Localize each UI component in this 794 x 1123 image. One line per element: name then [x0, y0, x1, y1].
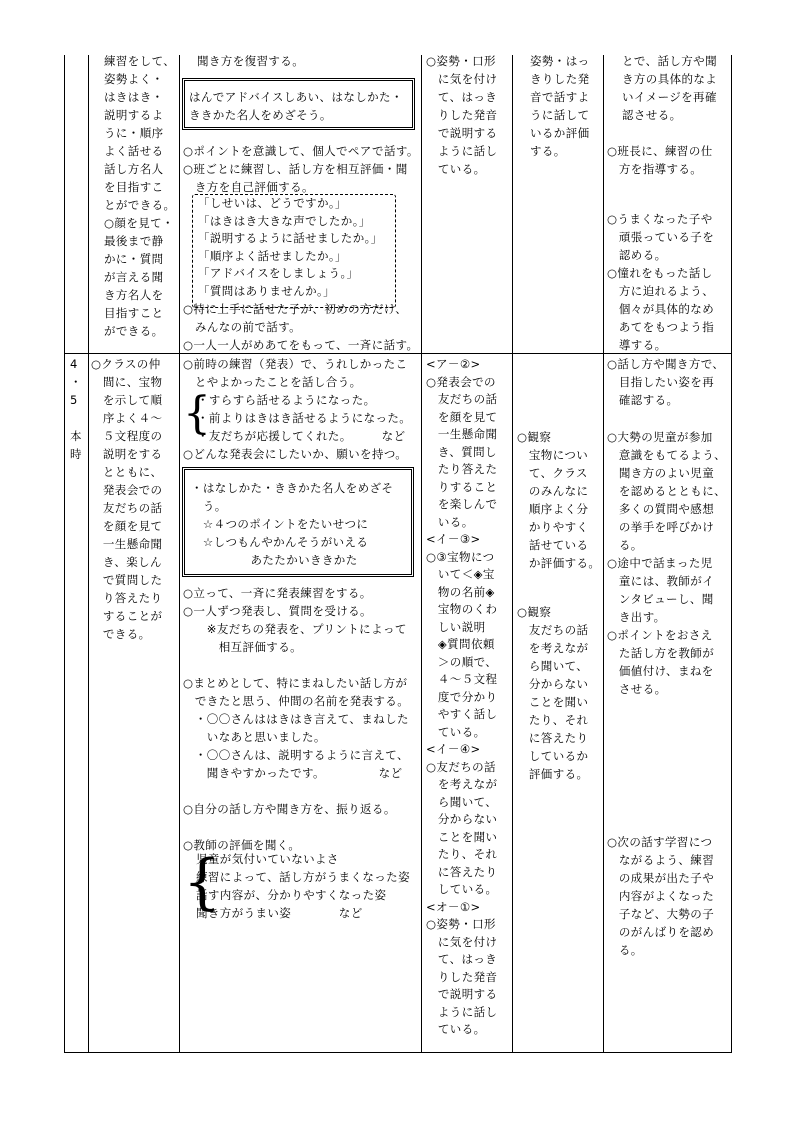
text-line: 物の名前◈ — [426, 584, 495, 599]
text-line: ・ — [70, 375, 82, 389]
text-line: ききかた名人をめざそう。 — [189, 108, 332, 122]
text-line: 一生懸命聞 — [91, 537, 163, 551]
text-line: はんでアドバイスしあい、はなしかた・ — [189, 90, 403, 104]
text-line: 個々が具体的なめ — [607, 302, 715, 316]
text-line: 導する。 — [607, 338, 667, 352]
text-line: とで、話し方や聞 — [622, 54, 717, 68]
text-line: たり、それ — [517, 713, 589, 727]
text-line: ○クラスの仲 — [91, 357, 161, 371]
text-line: 方を指導する。 — [607, 162, 703, 176]
text-line: 説明をする — [91, 447, 163, 461]
text-line: ○話し方や聞き方で、 — [607, 357, 725, 371]
text-line: 本 — [70, 429, 82, 443]
text-line: たり、それ — [426, 847, 498, 861]
text-line: やすく話し — [426, 707, 498, 721]
text-line: ○前時の練習（発表）で、うれしかったこ — [183, 357, 408, 371]
text-line: ている。 — [426, 724, 486, 739]
text-line: しているか — [517, 749, 589, 763]
text-line: ＞の順で、 — [426, 654, 498, 669]
text-line: 意識をもてるよう、 — [607, 448, 726, 462]
text-line: を示して順 — [91, 393, 163, 407]
text-line: か評価する。 — [517, 556, 601, 570]
text-line: を目指すこ — [104, 180, 164, 194]
table-line-col4 — [512, 55, 513, 1053]
text-line: 練習によって、話し方がうまくなった姿 — [196, 870, 410, 884]
table-border-bottom — [64, 1052, 731, 1053]
text-line: ○立って、一斉に発表練習をする。 — [183, 586, 372, 600]
text-line: 友だちの話 — [91, 501, 163, 515]
table-line-col3 — [421, 55, 422, 1053]
text-line: とやよかったことを話し合う。 — [183, 375, 362, 389]
table-line-col1 — [88, 55, 89, 1053]
text-line: 一生懸命聞 — [426, 427, 498, 441]
brace-left-2: { — [183, 847, 222, 917]
text-line: を顔を見て — [91, 519, 163, 533]
text-line: ○班ごとに練習し、話し方を相互評価・聞 — [183, 162, 408, 176]
text-line: 「順序よく話せましたか。」 — [198, 248, 347, 263]
text-line: に答えたり — [426, 864, 498, 879]
text-line: 宝物につい — [517, 448, 589, 462]
text-line: みんなの前で話す。 — [183, 320, 302, 334]
text-line: いる。 — [426, 514, 474, 529]
text-line: き、楽しん — [91, 555, 162, 569]
text-line: 聞き方を復習する。 — [197, 54, 305, 68]
text-line: ○教師の評価を聞く。 — [183, 838, 301, 852]
text-line: ○顔を見て・ — [104, 216, 174, 230]
text-line: 頑張っている子を — [607, 230, 715, 244]
text-line: ように話し — [426, 1004, 498, 1019]
text-line: ○次の話す学習につ — [607, 835, 713, 849]
text-line: ことを聞い — [426, 829, 498, 844]
text-line: 分からない — [517, 677, 589, 691]
text-line: 練習をして、 — [104, 54, 176, 68]
text-line: を顔を見て — [426, 409, 498, 424]
text-line: に答えたり — [517, 731, 589, 745]
text-line: とができる。 — [104, 198, 176, 212]
text-line: たり答えた — [426, 462, 498, 476]
text-line: いるか評価 — [530, 126, 590, 140]
text-line: ○まとめとして、特にまねしたい話し方が — [183, 676, 408, 690]
text-line: のみんなに — [517, 484, 589, 498]
text-line: <イ－③> — [426, 532, 481, 546]
text-line: ☆４つのポイントをたいせつに — [191, 517, 369, 531]
text-line: ○ポイントをおさえ — [607, 628, 713, 642]
text-line: うに話して — [530, 108, 590, 122]
text-line: 多くの質問や感想 — [607, 502, 715, 516]
text-line: ○特に上手に話せた子が、初めの方だけ、 — [183, 302, 408, 316]
text-line: を考えなが — [426, 777, 498, 791]
text-line: している。 — [426, 882, 498, 896]
brace-left: { — [183, 388, 211, 439]
text-line: 聞きやすかったです。 など — [183, 766, 403, 780]
text-line: 最後まで静 — [104, 234, 164, 248]
text-line: 認させる。 — [622, 108, 682, 122]
text-line: <イ－④> — [426, 742, 481, 756]
table-line-col5 — [603, 55, 604, 1053]
text-line: 話せている — [517, 538, 589, 552]
text-line: ◈質問依頼 — [426, 637, 495, 651]
text-line: することが — [91, 609, 163, 623]
text-line: うに・順序 — [104, 126, 164, 140]
text-line: ○一人ずつ発表し、質問を受ける。 — [183, 604, 372, 618]
text-line: 目指すこと — [104, 306, 164, 320]
text-line: 分からない — [426, 812, 498, 826]
text-line: 「はきはき大きな声でしたか。」 — [198, 213, 371, 228]
text-line: て、はっき — [426, 952, 498, 966]
text-line: りした発音 — [426, 969, 498, 984]
text-line: 姿勢よく・ — [104, 72, 164, 86]
text-line: 5 — [70, 393, 78, 407]
text-line: ように話し — [426, 144, 498, 158]
text-line: ○ポイントを意識して、個人でペアで話す。 — [183, 144, 419, 158]
text-line: ５文程度の — [91, 429, 163, 443]
text-line: しい説明 — [426, 619, 486, 634]
text-line: 「しせいは、どうですか。」 — [198, 196, 347, 210]
text-line: かに・質問 — [104, 252, 164, 266]
text-line: ながるよう、練習 — [607, 853, 715, 867]
text-line: ・〇〇さんは、説明するように言えて、 — [183, 748, 409, 762]
text-line: が言える聞 — [104, 270, 164, 284]
text-line: のがんばりを認め — [607, 925, 715, 939]
text-line: りした発音 — [426, 108, 498, 122]
text-line: き、質問し — [426, 444, 497, 459]
text-line: ○どんな発表会にしたいか、願いを持つ。 — [183, 447, 408, 461]
text-line: <オ－①> — [426, 899, 481, 914]
text-line: 話す内容が、分かりやすくなった姿 — [196, 888, 387, 902]
text-line: いなあと思いました。 — [183, 730, 326, 744]
text-line: ○憧れをもった話し — [607, 266, 713, 280]
text-line: ○姿勢・口形 — [426, 54, 496, 68]
text-line: 価値付け、まねを — [607, 664, 714, 678]
text-line: ら聞いて、 — [426, 794, 498, 809]
text-line: 児童が気付いていないよさ — [196, 852, 339, 866]
text-line: 順序よく分 — [517, 502, 589, 516]
text-line: ４～５文程 — [426, 672, 498, 686]
text-line: 童には、教師がイ — [607, 574, 715, 588]
text-line: 間に、宝物 — [91, 375, 163, 389]
table-border-left — [64, 55, 65, 1053]
text-line: 4 — [70, 357, 78, 371]
text-line: ※友だちの発表を、プリントによって — [183, 622, 407, 636]
text-line: り答えたり — [91, 591, 163, 605]
text-line: ・すらすら話せるようになった。 — [197, 393, 376, 407]
text-line: を楽しんで — [426, 497, 498, 511]
text-line: ている。 — [426, 1022, 486, 1036]
text-line: ○うまくなった子や — [607, 212, 713, 226]
text-line: 聞き方がうまい姿 など — [196, 906, 363, 920]
text-line: ○一人一人がめあてをもって、一斉に話す。 — [183, 338, 419, 352]
text-line: に気を付け — [426, 934, 498, 949]
text-line: ンタビューし、聞 — [607, 592, 714, 606]
text-line: 発表会での — [91, 483, 163, 497]
text-line: ・はなしかた・ききかた名人をめざそ — [191, 481, 394, 495]
text-line: できる。 — [91, 627, 151, 641]
text-line: する。 — [530, 144, 566, 158]
text-line: <ア－②> — [426, 357, 481, 371]
text-line: ○観察 — [517, 605, 552, 619]
text-line: ○途中で話まった児 — [607, 556, 713, 570]
text-line: ○班長に、練習の仕 — [607, 144, 713, 158]
text-line: で質問した — [91, 573, 163, 587]
text-line: の成果が出た子や — [607, 871, 715, 885]
text-line: ○観察 — [517, 430, 552, 444]
text-line: 聞き方のよい児童 — [607, 466, 715, 480]
text-line: ・前よりはきはき話せるようになった。 — [197, 411, 412, 425]
text-line: う。 — [191, 499, 227, 513]
text-line: 友だちの話 — [426, 392, 498, 406]
text-line: きりした発 — [530, 72, 590, 86]
text-line: き方を自己評価する。 — [183, 180, 314, 194]
text-line: に気を付け — [426, 72, 498, 86]
text-line: いて＜◈宝 — [426, 567, 495, 581]
text-line: で説明する — [426, 987, 498, 1001]
text-line: かりやすく — [517, 520, 589, 534]
text-line: よく話せる — [104, 144, 164, 158]
text-line: あたたかいききかた — [191, 553, 358, 567]
text-line: 評価する。 — [517, 767, 589, 781]
text-line: できたと思う、仲間の名前を発表する。 — [183, 694, 410, 708]
text-line: 「説明するように話せましたか。」 — [198, 231, 383, 245]
text-line: 子など、大勢の子 — [607, 907, 715, 921]
text-line: て、クラス — [517, 466, 588, 480]
text-line: あてをもつよう指 — [607, 320, 715, 334]
text-line: 認める。 — [607, 248, 667, 262]
text-line: とともに、 — [91, 465, 163, 479]
table-line-col2 — [179, 55, 180, 1053]
text-line: 音で話すよ — [530, 90, 590, 104]
text-line: ○③宝物につ — [426, 549, 495, 564]
text-line: 友だちの話 — [517, 623, 589, 637]
text-line: ことを聞い — [517, 695, 589, 709]
text-line: で説明する — [426, 126, 498, 140]
text-line: 姿勢・はっ — [530, 54, 590, 68]
text-line: る。 — [607, 538, 643, 552]
text-line: て、はっき — [426, 90, 498, 104]
text-line: いイメージを再確 — [622, 90, 717, 104]
text-line: 「アドバイスをしましょう。」 — [198, 266, 359, 280]
text-line: 内容がよくなった — [607, 889, 715, 903]
text-line: 相互評価する。 — [183, 640, 302, 654]
text-line: ○大勢の児童が参加 — [607, 430, 713, 444]
text-line: 度で分かり — [426, 689, 498, 704]
text-line: を考えなが — [517, 641, 589, 655]
table-border-right — [731, 55, 732, 1053]
text-line: ができる。 — [104, 324, 164, 338]
text-line: ○自分の話し方や聞き方を、振り返る。 — [183, 802, 396, 816]
text-line: ・〇〇さんははきはき言えて、まねした — [183, 712, 409, 726]
text-line: ○発表会での — [426, 374, 496, 389]
text-line: ○友だちの話 — [426, 759, 496, 774]
text-line: 方に迫れるよう、 — [607, 284, 715, 298]
text-line: はきはき・ — [104, 90, 164, 104]
text-line: ら聞いて、 — [517, 659, 589, 673]
text-line: ている。 — [426, 162, 486, 176]
text-line: た話し方を教師が — [607, 646, 715, 660]
text-line: 時 — [70, 447, 82, 461]
text-line: りすること — [426, 479, 498, 494]
text-line: き方名人を — [104, 288, 164, 302]
text-line: 宝物のくわ — [426, 602, 498, 616]
text-line: ○姿勢・口形 — [426, 917, 496, 931]
text-line: ・友だちが応援してくれた。 など — [197, 429, 406, 443]
text-line: き出す。 — [607, 610, 666, 624]
text-line: き方の具体的なよ — [622, 72, 718, 86]
text-line: 「質問はありませんか。」 — [198, 283, 336, 298]
text-line: 目指したい姿を再 — [607, 375, 715, 389]
text-line: ☆しつもんやかんそうがいえる — [191, 535, 369, 549]
text-line: 確認する。 — [607, 393, 679, 407]
text-line: させる。 — [607, 682, 667, 696]
text-line: る。 — [607, 943, 643, 957]
text-line: 話し方名人 — [104, 162, 164, 176]
text-line: の挙手を呼びかけ — [607, 520, 715, 534]
text-line: 説明するよ — [104, 108, 164, 122]
text-line: 序よく４～ — [91, 411, 163, 425]
text-line: を認めるとともに、 — [607, 484, 726, 498]
